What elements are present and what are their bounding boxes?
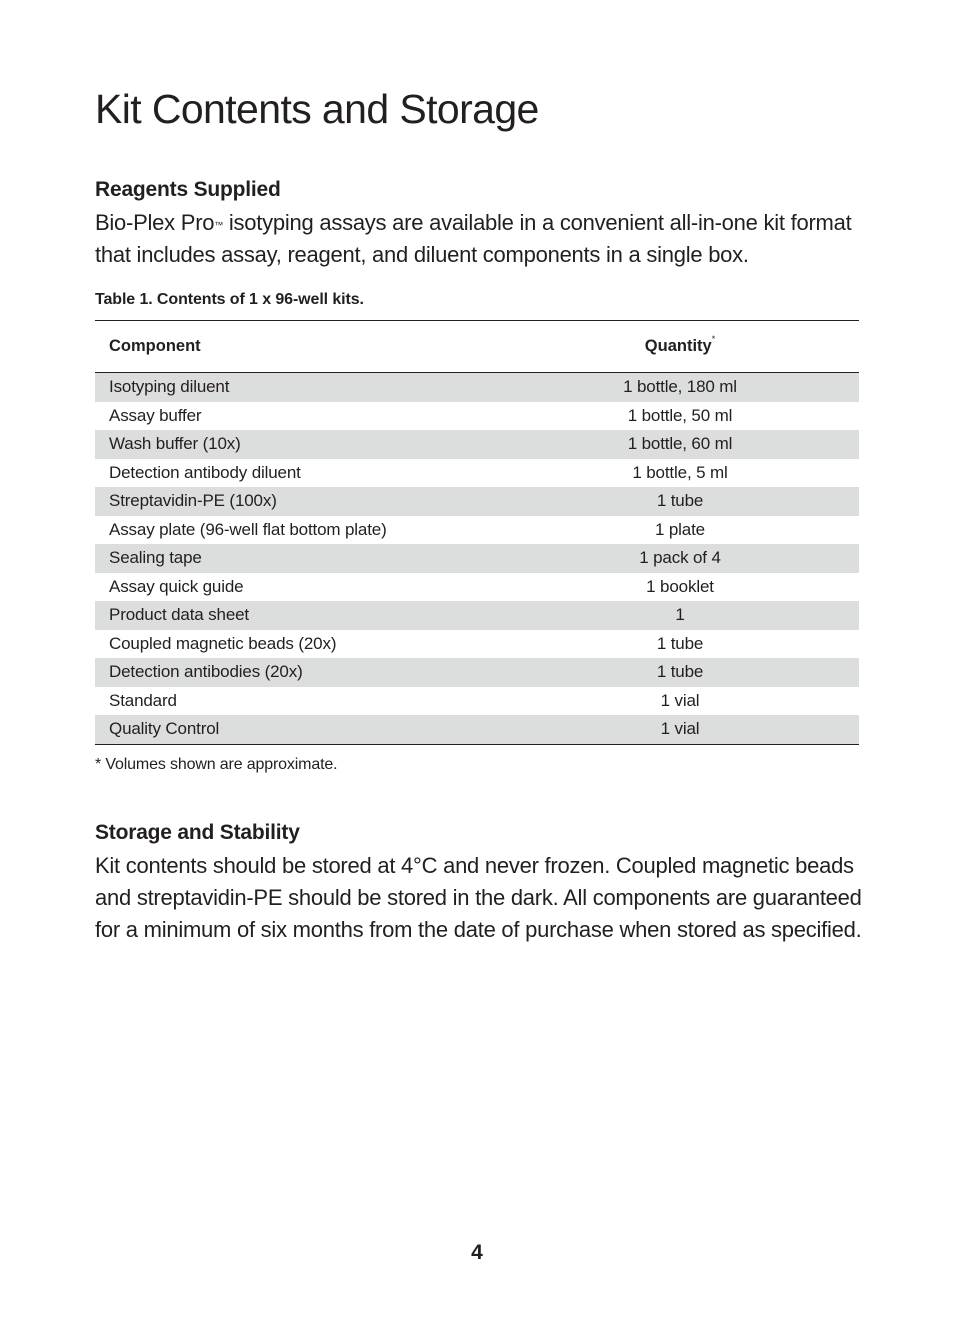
- component-cell: Quality Control: [109, 719, 220, 739]
- component-cell: Detection antibody diluent: [109, 462, 301, 482]
- component-cell: Standard: [109, 690, 177, 710]
- component-cell: Assay quick guide: [109, 576, 244, 596]
- page-title: Kit Contents and Storage: [95, 86, 539, 132]
- table-row: [95, 715, 859, 744]
- table-row: [95, 601, 859, 630]
- table-row: [95, 430, 859, 459]
- storage-paragraph: Kit contents should be stored at 4°C and never frozen. Coupled magnetic beads and streptavidin-PE should be stored in the dark. All components are guaranteed for a minimum of six months from the date of purchase when stored as specified.: [95, 853, 862, 942]
- footnote-marker: *: [711, 334, 716, 344]
- component-cell: Wash buffer (10x): [109, 434, 241, 454]
- table-row: [95, 658, 859, 687]
- quantity-cell: 1 vial: [660, 719, 700, 739]
- table-row: [95, 544, 859, 573]
- column-header-component: Component: [109, 337, 201, 355]
- reagents-paragraph: [95, 207, 865, 271]
- component-cell: Assay buffer: [109, 405, 202, 425]
- component-cell: Detection antibodies (20x): [109, 662, 303, 682]
- table-header-row: [95, 321, 859, 373]
- table-row: [95, 373, 859, 402]
- quantity-cell: 1 pack of 4: [639, 548, 721, 568]
- table-body: [95, 373, 859, 744]
- quantity-cell: 1 tube: [656, 633, 704, 653]
- quantity-cell: 1 tube: [656, 662, 704, 682]
- product-name: Bio-Plex Pro: [95, 210, 215, 235]
- component-cell: Coupled magnetic beads (20x): [109, 633, 337, 653]
- quantity-cell: 1 bottle, 50 ml: [627, 405, 733, 425]
- component-cell: Sealing tape: [109, 548, 202, 568]
- table-row: [95, 402, 859, 431]
- quantity-cell: 1 bottle, 180 ml: [623, 377, 737, 397]
- quantity-cell: 1 booklet: [646, 576, 714, 596]
- quantity-cell: 1: [675, 605, 685, 625]
- component-cell: Isotyping diluent: [109, 377, 230, 397]
- component-cell: Assay plate (96-well flat bottom plate): [109, 519, 387, 539]
- column-header-quantity: [501, 334, 859, 356]
- quantity-cell: 1 tube: [656, 491, 704, 511]
- table-row: [95, 487, 859, 516]
- table-row: [95, 573, 859, 602]
- table-row: [95, 630, 859, 659]
- quantity-cell: 1 bottle, 5 ml: [632, 462, 728, 482]
- component-cell: Product data sheet: [109, 605, 250, 625]
- table-caption: Table 1. Contents of 1 x 96-well kits.: [95, 291, 364, 308]
- table-row: [95, 459, 859, 488]
- quantity-cell: 1 bottle, 60 ml: [627, 434, 733, 454]
- column-header-quantity-label: Quantity: [644, 337, 712, 355]
- reagents-supplied-heading: Reagents Supplied: [95, 178, 281, 201]
- trademark-mark: ™: [214, 220, 224, 230]
- table-footnote: * Volumes shown are approximate.: [95, 756, 338, 773]
- quantity-cell: 1 vial: [660, 690, 700, 710]
- kit-contents-table: [95, 320, 859, 745]
- table-row: [95, 687, 859, 716]
- reagents-description: isotyping assays are available in a convenient all-in-one kit format that includes assay, reagent, and diluent components in a single box.: [95, 210, 852, 267]
- component-cell: Streptavidin-PE (100x): [109, 491, 277, 511]
- page-number: 4: [471, 1241, 483, 1264]
- quantity-cell: 1 plate: [655, 519, 705, 539]
- table-row: [95, 516, 859, 545]
- storage-stability-heading: Storage and Stability: [95, 821, 300, 844]
